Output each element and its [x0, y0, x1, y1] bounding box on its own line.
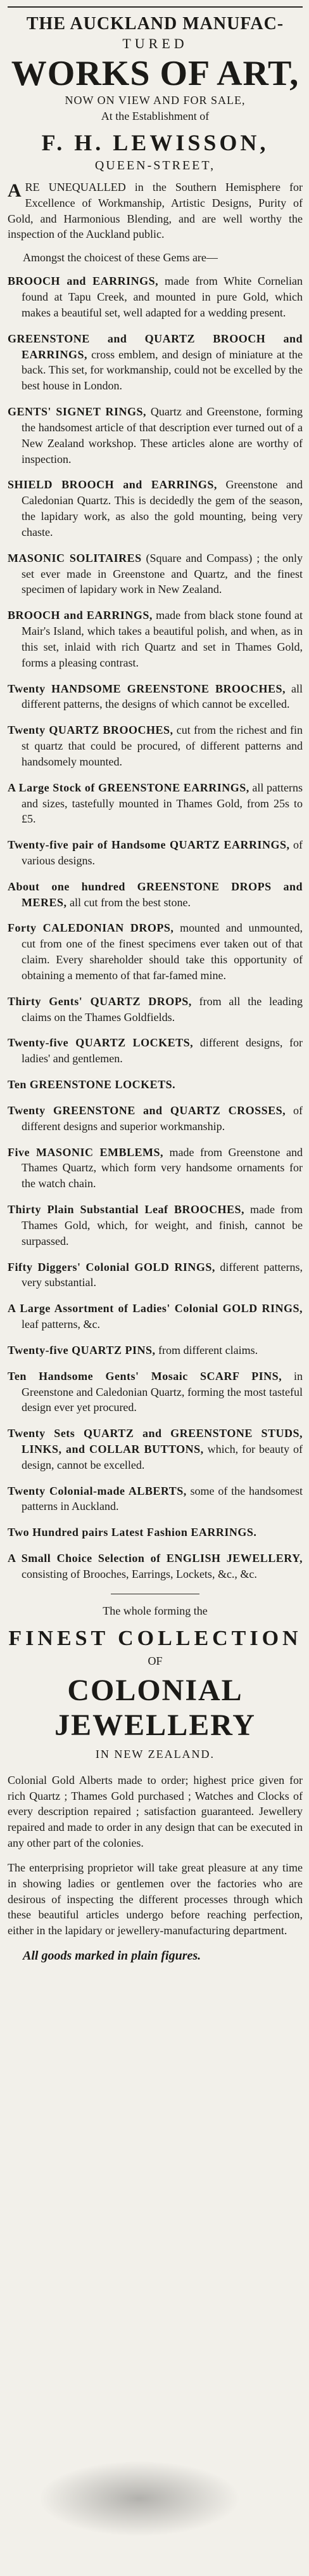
- item-heading: BROOCH and EARRINGS,: [8, 609, 153, 622]
- item-heading: A Large Stock of GREENSTONE EARRINGS,: [8, 781, 249, 794]
- item-heading: Five MASONIC EMBLEMS,: [8, 1145, 164, 1159]
- item-heading: Fifty Diggers' Colonial GOLD RINGS,: [8, 1260, 215, 1273]
- list-item: [8, 404, 303, 467]
- item-heading: Twenty-five QUARTZ PINS,: [8, 1343, 156, 1356]
- advertisement-column: [8, 6, 303, 1963]
- item-description: in Greenstone and Caledonian Quartz, forming the most tasteful design ever yet procured.: [22, 1369, 303, 1414]
- print-smudge: [38, 2461, 241, 2537]
- item-heading: A Large Assortment of Ladies' Colonial GOLD RINGS,: [8, 1302, 303, 1315]
- list-item: [8, 837, 303, 869]
- item-description: made from White Cornelian found at Tapu Creek, and mounted in pure Gold, which makes a beautiful set, well adapted for a wedding present.: [22, 275, 303, 319]
- gems-intro-line: Amongst the choicest of these Gems are—: [23, 251, 218, 264]
- item-description: of different designs and superior workmanship.: [22, 1103, 303, 1133]
- intro-paragraph-text: RE UNEQUALLED in the Southern Hemisphere for Excellence of Workmanship, Artistic Designs, Purity of Gold, and Harmonious Blending, and are well worthy the inspection of the Auckland public.: [8, 181, 303, 241]
- whole-forming-line: The whole forming the: [103, 1604, 208, 1617]
- item-list: [8, 273, 303, 1582]
- services-paragraph: Colonial Gold Alberts made to order; highest price given for rich Quartz ; Thames Gold purchased ; Watches and Clocks of every description repaired ; satisfaction guaranteed. Jewellery repaired and made to order in any design that can be executed in any other part of the colonies.: [8, 1773, 303, 1850]
- drop-cap: A: [8, 180, 22, 201]
- item-heading: Ten Handsome Gents' Mosaic SCARF PINS,: [8, 1369, 282, 1382]
- item-heading: BROOCH and EARRINGS,: [8, 275, 159, 288]
- item-description: made from Thames Gold, which, for weight, and finish, cannot be surpassed.: [22, 1203, 303, 1247]
- item-description: all patterns and sizes, tastefully mounted in Thames Gold, from 25s to £5.: [22, 781, 303, 826]
- item-description: Quartz and Greenstone, forming the handsomest article of that description ever turned out of a New Zealand workshop. These articles alone are worthy of inspection.: [22, 405, 303, 465]
- list-item: [8, 1483, 303, 1515]
- item-description: mounted and unmounted, cut from one of the finest specimens ever taken out of that claim. Every shareholder should take this opportunity of obtaining a memento of that far-famed mine.: [22, 921, 303, 982]
- list-item: [8, 1103, 303, 1135]
- top-rule: [8, 6, 303, 8]
- item-description: leaf patterns, &c.: [22, 1318, 100, 1331]
- list-item: [8, 722, 303, 769]
- item-heading: Forty CALEDONIAN DROPS,: [8, 921, 174, 935]
- finest-collection-title: FINEST COLLECTION: [8, 1626, 302, 1650]
- item-heading: About one hundred GREENSTONE DROPS and MERES,: [8, 880, 303, 909]
- list-item: [8, 1301, 303, 1332]
- list-item: [8, 1145, 303, 1192]
- plain-figures-line: All goods marked in plain figures.: [23, 1949, 201, 1963]
- item-heading: Twenty Sets QUARTZ and GREENSTONE STUDS, LINKS, and COLLAR BUTTONS,: [8, 1427, 303, 1455]
- item-heading: GENTS' SIGNET RINGS,: [8, 405, 147, 419]
- of-word: OF: [148, 1654, 163, 1667]
- item-description: different patterns, very substantial.: [22, 1260, 303, 1289]
- proprietor-name: F. H. LEWISSON,: [41, 130, 269, 155]
- item-description: different designs, for ladies' and gentlemen.: [22, 1036, 303, 1065]
- item-description: which, for beauty of design, cannot be excelled.: [22, 1443, 303, 1471]
- item-heading: Two Hundred pairs Latest Fashion EARRINGS.: [8, 1526, 257, 1539]
- item-heading: GREENSTONE and QUARTZ BROOCH and EARRINGS,: [8, 332, 303, 361]
- on-view-line: NOW ON VIEW AND FOR SALE,: [65, 94, 246, 107]
- item-description: consisting of Brooches, Earrings, Lockets, &c., &c.: [22, 1567, 257, 1580]
- list-item: [8, 331, 303, 394]
- item-description: cut from the richest and fin st quartz that could be procured, of different patterns and handsomely mounted.: [22, 724, 303, 768]
- item-heading: Twenty QUARTZ BROOCHES,: [8, 724, 173, 737]
- list-item: [8, 1202, 303, 1249]
- item-heading: Ten GREENSTONE LOCKETS.: [8, 1078, 176, 1091]
- list-item: [8, 1426, 303, 1473]
- item-description: made from Greenstone and Thames Quartz, which form very handsome ornaments for the watch chain.: [22, 1145, 303, 1190]
- item-description: Greenstone and Caledonian Quartz. This is decidedly the gem of the season, the lapidary work, as also the gold mounting, being very chaste.: [22, 478, 303, 538]
- list-item: [8, 1035, 303, 1067]
- item-heading: Twenty HANDSOME GREENSTONE BROOCHES,: [8, 682, 286, 695]
- list-item: [8, 879, 303, 911]
- item-description: (Square and Compass) ; the only set ever made in Greenstone and Quartz, and the finest specimen of lapidary work in New Zealand.: [22, 551, 303, 596]
- list-item: [8, 994, 303, 1025]
- list-item: [8, 1551, 303, 1582]
- list-item: [8, 273, 303, 320]
- item-description: cross emblem, and design of miniature at the back. This set, for workmanship, could not be excelled by the best house in London.: [22, 348, 303, 393]
- item-heading: A Small Choice Selection of ENGLISH JEWELLERY,: [8, 1552, 303, 1565]
- intro-paragraph: [8, 179, 303, 242]
- street-line: QUEEN-STREET,: [94, 159, 216, 172]
- item-heading: Twenty-five QUARTZ LOCKETS,: [8, 1036, 194, 1050]
- establishment-line: At the Establishment of: [101, 110, 210, 122]
- item-heading: Thirty Plain Substantial Leaf BROOCHES,: [8, 1203, 245, 1216]
- new-zealand-line: IN NEW ZEALAND.: [95, 1747, 215, 1760]
- list-item: [8, 920, 303, 983]
- item-description: all cut from the best stone.: [66, 895, 191, 909]
- item-heading: Twenty Colonial-made ALBERTS,: [8, 1484, 187, 1497]
- item-heading: SHIELD BROOCH and EARRINGS,: [8, 478, 217, 491]
- item-description: from different claims.: [155, 1343, 258, 1356]
- list-item: [8, 1343, 303, 1358]
- works-of-art-title: WORKS OF ART,: [11, 54, 300, 93]
- item-description: made from black stone found at Mair's Island, which takes a beautiful polish, and when, as in this set, inlaid with rich Quartz and set in Thames Gold, forms a pleasing contrast.: [22, 609, 303, 669]
- item-description: from all the leading claims on the Thames Goldfields.: [22, 994, 303, 1024]
- item-heading: Thirty Gents' QUARTZ DROPS,: [8, 994, 192, 1008]
- item-description: some of the handsomest patterns in Auckland.: [22, 1484, 303, 1513]
- list-item: [8, 1077, 303, 1093]
- item-description: all different patterns, the designs of which cannot be excelled.: [22, 682, 303, 711]
- list-item: [8, 681, 303, 713]
- list-item: [8, 477, 303, 540]
- headline-line-2: TURED: [122, 36, 188, 51]
- item-description: of various designs.: [22, 838, 303, 867]
- item-heading: Twenty-five pair of Handsome QUARTZ EARRINGS,: [8, 838, 290, 852]
- factory-tour-paragraph: The enterprising proprietor will take great pleasure at any time in showing ladies or gentlemen over the factories who are desirous of inspecting the different processes through which these beautiful articles undergo before reaching perfection, either in the lapidary or jewellery-manufacturing department.: [8, 1861, 303, 1937]
- list-item: [8, 1259, 303, 1291]
- headline-line-1: THE AUCKLAND MANUFAC-: [26, 14, 284, 34]
- list-item: [8, 780, 303, 827]
- list-item: [8, 1369, 303, 1415]
- list-item: [8, 1525, 303, 1540]
- list-item: [8, 550, 303, 597]
- item-heading: Twenty GREENSTONE and QUARTZ CROSSES,: [8, 1103, 286, 1117]
- list-item: [8, 608, 303, 670]
- colonial-jewellery-title: COLONIAL JEWELLERY: [54, 1673, 256, 1742]
- item-heading: MASONIC SOLITAIRES: [8, 551, 142, 564]
